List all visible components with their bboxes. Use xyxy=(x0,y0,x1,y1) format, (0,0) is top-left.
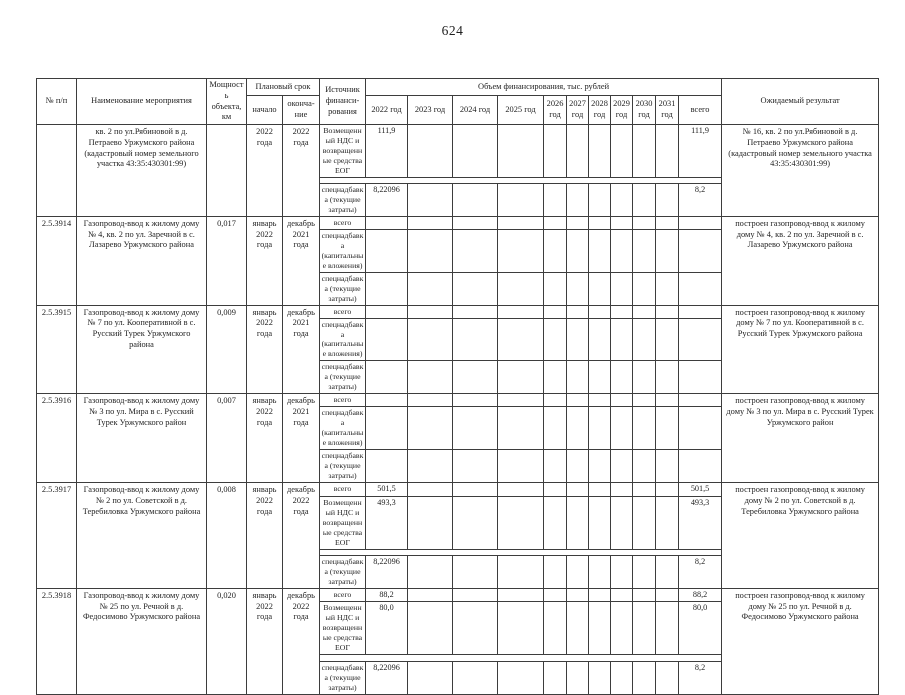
cell-amount xyxy=(408,318,453,361)
cell-amount xyxy=(633,407,656,450)
header-year: 2028 год xyxy=(589,96,611,125)
cell-expected-result: построен газопровод-ввод к жилому дому № 25 по ул. Речной в д. Федосимово Уржумского района xyxy=(722,588,879,694)
cell-amount-total: 501,5 xyxy=(679,483,722,497)
cell-entry-name: Газопровод-ввод к жилому дому № 4, кв. 2 по ул. Заречной в с. Лазарево Уржумского района xyxy=(77,216,207,305)
cell-end: декабрь 2021 года xyxy=(283,216,320,305)
cell-amount xyxy=(498,588,544,602)
cell-amount xyxy=(453,497,498,550)
cell-amount xyxy=(498,407,544,450)
cell-entry-num xyxy=(37,125,77,217)
cell-amount: 8,22096 xyxy=(366,662,408,695)
cell-entry-name: Газопровод-ввод к жилому дому № 2 по ул. Советской в д. Теребиловка Уржумского района xyxy=(77,483,207,589)
cell-entry-name: Газопровод-ввод к жилому дому № 25 по ул. Речной в д. Федосимово Уржумского района xyxy=(77,588,207,694)
cell-amount xyxy=(589,602,611,655)
cell-amount xyxy=(366,394,408,407)
cell-amount: 80,0 xyxy=(366,602,408,655)
cell-entry-num: 2.5.3915 xyxy=(37,305,77,394)
cell-amount xyxy=(567,183,589,216)
cell-funding-source: спецнадбавка (текущие затраты) xyxy=(320,450,366,483)
cell-amount xyxy=(656,318,679,361)
cell-amount xyxy=(633,394,656,407)
cell-amount xyxy=(567,555,589,588)
cell-amount: 493,3 xyxy=(366,497,408,550)
cell-amount xyxy=(633,555,656,588)
financing-table xyxy=(36,78,879,695)
cell-amount-total: 80,0 xyxy=(679,602,722,655)
cell-amount xyxy=(633,272,656,305)
cell-amount xyxy=(589,555,611,588)
cell-amount xyxy=(589,318,611,361)
cell-amount xyxy=(611,497,633,550)
cell-amount xyxy=(453,407,498,450)
cell-amount xyxy=(453,450,498,483)
cell-amount xyxy=(544,588,567,602)
cell-amount xyxy=(408,497,453,550)
cell-amount xyxy=(453,229,498,272)
cell-amount xyxy=(567,483,589,497)
cell-amount xyxy=(633,588,656,602)
cell-amount xyxy=(611,450,633,483)
cell-capacity: 0,007 xyxy=(207,394,247,483)
cell-amount-total xyxy=(679,450,722,483)
cell-amount xyxy=(589,361,611,394)
cell-amount xyxy=(366,318,408,361)
cell-amount xyxy=(408,272,453,305)
cell-amount-total xyxy=(679,305,722,318)
cell-amount: 501,5 xyxy=(366,483,408,497)
cell-expected-result: построен газопровод-ввод к жилому дому № 4, кв. 2 по ул. Заречной в с. Лазарево Уржумского района xyxy=(722,216,879,305)
header-year: 2027 год xyxy=(567,96,589,125)
cell-amount xyxy=(611,229,633,272)
cell-amount-total xyxy=(679,318,722,361)
cell-amount xyxy=(408,305,453,318)
cell-amount xyxy=(498,361,544,394)
page-number: 624 xyxy=(441,23,464,38)
cell-amount xyxy=(498,305,544,318)
cell-amount xyxy=(453,305,498,318)
cell-amount xyxy=(589,183,611,216)
header-period-start: начало xyxy=(247,96,283,125)
cell-funding-source: Возмещенный НДС и возвращенные средства ЕОГ xyxy=(320,602,366,655)
cell-amount xyxy=(611,394,633,407)
header-source: Источник финанси-рования xyxy=(320,79,366,125)
cell-amount xyxy=(498,483,544,497)
cell-amount-total xyxy=(679,361,722,394)
cell-amount-total: 8,2 xyxy=(679,555,722,588)
cell-amount xyxy=(567,229,589,272)
cell-amount xyxy=(498,662,544,695)
cell-amount xyxy=(567,588,589,602)
header-name: Наименование мероприятия xyxy=(77,79,207,125)
cell-amount xyxy=(544,450,567,483)
header-year: 2023 год xyxy=(408,96,453,125)
cell-amount-total xyxy=(679,394,722,407)
cell-amount xyxy=(633,216,656,229)
cell-amount xyxy=(453,602,498,655)
cell-funding-source: спецнадбавка (капитальные вложения) xyxy=(320,318,366,361)
cell-amount xyxy=(366,450,408,483)
cell-end: 2022 года xyxy=(283,125,320,217)
cell-amount xyxy=(366,361,408,394)
header-result: Ожидаемый результат xyxy=(722,79,879,125)
cell-amount xyxy=(453,662,498,695)
cell-funding-source: всего xyxy=(320,483,366,497)
cell-amount xyxy=(544,602,567,655)
cell-amount xyxy=(544,662,567,695)
cell-entry-name: Газопровод-ввод к жилому дому № 3 по ул. Мира в с. Русский Турек Уржумского район xyxy=(77,394,207,483)
cell-funding-source: спецнадбавка (капитальные вложения) xyxy=(320,407,366,450)
cell-amount xyxy=(567,272,589,305)
header-period: Плановый срок xyxy=(247,79,320,96)
cell-amount xyxy=(453,361,498,394)
cell-amount xyxy=(567,450,589,483)
cell-amount xyxy=(656,555,679,588)
cell-amount xyxy=(544,305,567,318)
cell-amount xyxy=(589,662,611,695)
financing-table-grid xyxy=(36,78,879,695)
cell-amount xyxy=(633,229,656,272)
cell-amount xyxy=(656,394,679,407)
cell-amount xyxy=(589,483,611,497)
cell-amount xyxy=(567,497,589,550)
cell-amount xyxy=(453,183,498,216)
cell-end: декабрь 2021 года xyxy=(283,394,320,483)
cell-amount xyxy=(544,229,567,272)
header-period-end: оконча-ние xyxy=(283,96,320,125)
cell-amount xyxy=(611,602,633,655)
cell-expected-result: построен газопровод-ввод к жилому дому № 3 по ул. Мира в с. Русский Турек Уржумского район xyxy=(722,394,879,483)
cell-amount xyxy=(656,662,679,695)
cell-amount xyxy=(408,407,453,450)
cell-amount xyxy=(611,588,633,602)
cell-amount xyxy=(544,497,567,550)
table-row xyxy=(37,305,879,318)
header-year: 2031 год xyxy=(656,96,679,125)
table-row xyxy=(37,588,879,602)
cell-amount xyxy=(453,483,498,497)
cell-amount xyxy=(544,407,567,450)
cell-start: 2022 года xyxy=(247,125,283,217)
table-row xyxy=(37,483,879,497)
cell-amount xyxy=(544,555,567,588)
cell-funding-source: Возмещенный НДС и возвращенные средства ЕОГ xyxy=(320,125,366,178)
cell-amount-total xyxy=(679,407,722,450)
cell-amount xyxy=(408,483,453,497)
cell-funding-source: спецнадбавка (текущие затраты) xyxy=(320,361,366,394)
cell-amount xyxy=(498,272,544,305)
cell-entry-name: кв. 2 по ул.Рябиновой в д. Петраево Уржумского района (кадастровый номер земельного участка 43:35:430301:99) xyxy=(77,125,207,217)
cell-amount xyxy=(408,125,453,178)
cell-amount xyxy=(656,588,679,602)
cell-amount xyxy=(498,183,544,216)
cell-amount xyxy=(633,318,656,361)
cell-amount xyxy=(498,602,544,655)
cell-amount-total: 493,3 xyxy=(679,497,722,550)
cell-amount xyxy=(611,183,633,216)
cell-amount xyxy=(498,555,544,588)
cell-expected-result: построен газопровод-ввод к жилому дому № 2 по ул. Советской в д. Теребиловка Уржумского района xyxy=(722,483,879,589)
cell-end: декабрь 2022 года xyxy=(283,588,320,694)
cell-amount xyxy=(633,662,656,695)
cell-amount xyxy=(498,450,544,483)
cell-amount xyxy=(656,125,679,178)
header-year-total: всего xyxy=(679,96,722,125)
cell-entry-num: 2.5.3914 xyxy=(37,216,77,305)
cell-amount xyxy=(656,450,679,483)
table-row xyxy=(37,125,879,178)
cell-amount xyxy=(453,555,498,588)
cell-funding-source: Возмещенный НДС и возвращенные средства ЕОГ xyxy=(320,497,366,550)
cell-funding-source: всего xyxy=(320,588,366,602)
cell-amount xyxy=(408,229,453,272)
cell-amount-total: 88,2 xyxy=(679,588,722,602)
cell-amount-total xyxy=(679,216,722,229)
cell-amount xyxy=(589,407,611,450)
cell-amount xyxy=(611,125,633,178)
cell-amount xyxy=(498,497,544,550)
cell-funding-source: спецнадбавка (текущие затраты) xyxy=(320,662,366,695)
cell-amount xyxy=(633,183,656,216)
cell-amount xyxy=(366,216,408,229)
cell-capacity: 0,008 xyxy=(207,483,247,589)
cell-capacity: 0,009 xyxy=(207,305,247,394)
cell-amount xyxy=(611,555,633,588)
cell-amount xyxy=(611,407,633,450)
cell-amount xyxy=(567,216,589,229)
cell-amount xyxy=(656,483,679,497)
cell-amount xyxy=(498,394,544,407)
cell-amount xyxy=(408,216,453,229)
cell-amount xyxy=(656,497,679,550)
cell-amount xyxy=(544,216,567,229)
cell-amount xyxy=(408,394,453,407)
cell-amount xyxy=(656,305,679,318)
cell-amount xyxy=(408,555,453,588)
cell-end: декабрь 2022 года xyxy=(283,483,320,589)
cell-entry-num: 2.5.3918 xyxy=(37,588,77,694)
cell-entry-num: 2.5.3916 xyxy=(37,394,77,483)
cell-amount xyxy=(633,361,656,394)
cell-funding-source: спецнадбавка (текущие затраты) xyxy=(320,555,366,588)
cell-amount xyxy=(544,483,567,497)
cell-amount xyxy=(498,216,544,229)
cell-amount xyxy=(589,394,611,407)
cell-amount xyxy=(498,318,544,361)
cell-funding-source: всего xyxy=(320,394,366,407)
cell-amount xyxy=(408,662,453,695)
cell-amount xyxy=(567,662,589,695)
cell-amount xyxy=(656,229,679,272)
cell-amount xyxy=(656,272,679,305)
cell-amount xyxy=(544,272,567,305)
cell-start: январь 2022 года xyxy=(247,394,283,483)
cell-amount xyxy=(544,394,567,407)
cell-amount xyxy=(498,229,544,272)
cell-amount xyxy=(366,407,408,450)
gap-cell xyxy=(320,655,722,662)
header-row-1 xyxy=(37,79,879,96)
cell-amount: 111,9 xyxy=(366,125,408,178)
cell-amount xyxy=(611,483,633,497)
cell-amount xyxy=(633,497,656,550)
cell-amount xyxy=(567,125,589,178)
cell-amount xyxy=(611,361,633,394)
cell-entry-num: 2.5.3917 xyxy=(37,483,77,589)
cell-amount xyxy=(453,588,498,602)
cell-amount xyxy=(656,407,679,450)
cell-amount-total xyxy=(679,272,722,305)
cell-amount-total xyxy=(679,229,722,272)
cell-amount-total: 111,9 xyxy=(679,125,722,178)
cell-amount xyxy=(567,407,589,450)
cell-amount xyxy=(589,450,611,483)
cell-amount xyxy=(567,361,589,394)
cell-amount xyxy=(633,602,656,655)
cell-amount xyxy=(453,394,498,407)
cell-funding-source: спецнадбавка (капитальные вложения) xyxy=(320,229,366,272)
table-row xyxy=(37,216,879,229)
header-year: 2022 год xyxy=(366,96,408,125)
cell-start: январь 2022 года xyxy=(247,588,283,694)
header-num: № п/п xyxy=(37,79,77,125)
cell-amount-total: 8,2 xyxy=(679,183,722,216)
cell-amount xyxy=(589,216,611,229)
cell-amount xyxy=(611,662,633,695)
cell-amount xyxy=(366,305,408,318)
header-year: 2024 год xyxy=(453,96,498,125)
cell-amount-total: 8,2 xyxy=(679,662,722,695)
cell-amount xyxy=(589,305,611,318)
cell-amount xyxy=(453,272,498,305)
cell-start: январь 2022 года xyxy=(247,216,283,305)
cell-amount xyxy=(567,602,589,655)
cell-amount xyxy=(589,229,611,272)
cell-amount xyxy=(408,183,453,216)
cell-amount xyxy=(567,394,589,407)
header-year: 2030 год xyxy=(633,96,656,125)
cell-amount xyxy=(408,450,453,483)
cell-funding-source: всего xyxy=(320,305,366,318)
cell-amount xyxy=(589,497,611,550)
cell-expected-result: № 16, кв. 2 по ул.Рябиновой в д. Петраево Уржумского района (кадастровый номер земельного участка 43:35:430301:99) xyxy=(722,125,879,217)
cell-amount xyxy=(633,305,656,318)
cell-entry-name: Газопровод-ввод к жилому дому № 7 по ул. Кооперативной в с. Русский Турек Уржумского района xyxy=(77,305,207,394)
cell-amount xyxy=(453,125,498,178)
cell-start: январь 2022 года xyxy=(247,483,283,589)
cell-amount xyxy=(656,216,679,229)
header-year: 2026 год xyxy=(544,96,567,125)
cell-capacity xyxy=(207,125,247,217)
cell-amount xyxy=(366,229,408,272)
cell-amount xyxy=(366,272,408,305)
cell-amount: 8,22096 xyxy=(366,183,408,216)
cell-capacity: 0,020 xyxy=(207,588,247,694)
cell-expected-result: построен газопровод-ввод к жилому дому № 7 по ул. Кооперативной в с. Русский Турек Уржумского района xyxy=(722,305,879,394)
cell-amount xyxy=(633,483,656,497)
table-row xyxy=(37,394,879,407)
cell-amount xyxy=(453,216,498,229)
cell-amount xyxy=(453,318,498,361)
cell-amount xyxy=(567,318,589,361)
cell-funding-source: спецнадбавка (текущие затраты) xyxy=(320,272,366,305)
cell-amount xyxy=(611,272,633,305)
cell-amount xyxy=(656,183,679,216)
cell-amount xyxy=(544,318,567,361)
cell-amount xyxy=(611,318,633,361)
cell-amount xyxy=(589,272,611,305)
cell-amount xyxy=(611,216,633,229)
cell-amount xyxy=(656,361,679,394)
cell-amount: 8,22096 xyxy=(366,555,408,588)
header-capacity: Мощность объекта, км xyxy=(207,79,247,125)
cell-amount xyxy=(544,125,567,178)
cell-capacity: 0,017 xyxy=(207,216,247,305)
cell-funding-source: спецнадбавка (текущие затраты) xyxy=(320,183,366,216)
cell-amount xyxy=(589,588,611,602)
cell-amount: 88,2 xyxy=(366,588,408,602)
header-year: 2025 год xyxy=(498,96,544,125)
cell-amount xyxy=(498,125,544,178)
cell-start: январь 2022 года xyxy=(247,305,283,394)
cell-amount xyxy=(544,183,567,216)
cell-amount xyxy=(611,305,633,318)
header-volume: Объем финансирования, тыс. рублей xyxy=(366,79,722,96)
header-year: 2029 год xyxy=(611,96,633,125)
cell-amount xyxy=(633,125,656,178)
cell-end: декабрь 2021 года xyxy=(283,305,320,394)
cell-amount xyxy=(567,305,589,318)
cell-amount xyxy=(589,125,611,178)
cell-amount xyxy=(544,361,567,394)
cell-amount xyxy=(633,450,656,483)
cell-funding-source: всего xyxy=(320,216,366,229)
cell-amount xyxy=(408,588,453,602)
cell-amount xyxy=(656,602,679,655)
cell-amount xyxy=(408,602,453,655)
cell-amount xyxy=(408,361,453,394)
